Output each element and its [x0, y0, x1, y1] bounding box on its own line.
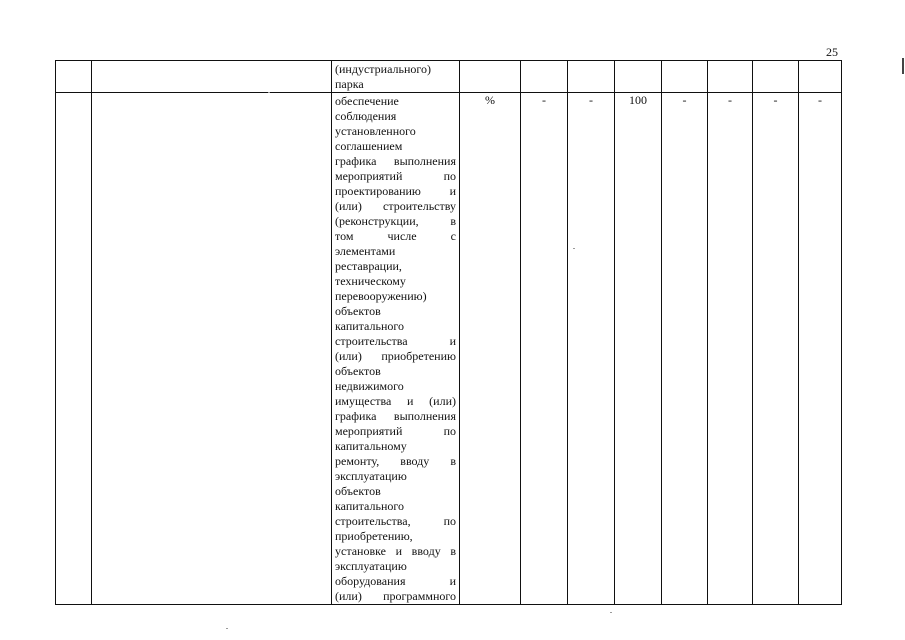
table-row	[56, 93, 842, 605]
description-line: объектов	[335, 484, 381, 498]
description-line: капитального	[335, 319, 404, 333]
indicators-table	[55, 60, 842, 605]
description-line: мероприятий по	[335, 424, 456, 438]
scan-speck	[573, 248, 575, 249]
value-cell	[753, 61, 799, 93]
description-line: эксплуатацию	[335, 469, 407, 483]
description-line: (реконструкции, в	[335, 214, 456, 228]
value-cell	[568, 61, 615, 93]
description-line: обеспечение	[335, 94, 399, 108]
description-line: установленного	[335, 124, 416, 138]
scan-speck	[226, 628, 228, 629]
value-cell: 100	[615, 93, 662, 605]
description-line: строительства и	[335, 334, 456, 348]
description-line: техническому	[335, 274, 406, 288]
scan-speck	[268, 92, 270, 93]
value-cell: -	[568, 93, 615, 605]
value-cell: -	[708, 93, 753, 605]
description-line: установке и вводу в	[335, 544, 456, 558]
description-line: капитальному	[335, 439, 407, 453]
description-line: капитального	[335, 499, 404, 513]
description-line: том числе с	[335, 229, 456, 243]
description-line: (или) строительству	[335, 199, 456, 213]
scan-speck	[610, 612, 612, 613]
description-line: (или) приобретению	[335, 349, 456, 363]
unit-cell: %	[460, 93, 521, 605]
description-line: эксплуатацию	[335, 559, 407, 573]
value-cell	[521, 61, 568, 93]
value-cell: -	[753, 93, 799, 605]
description-line: реставрации,	[335, 259, 402, 273]
description-line: (или) программного	[335, 589, 456, 603]
description-line: объектов	[335, 304, 381, 318]
number-cell	[56, 61, 92, 93]
value-cell	[799, 61, 842, 93]
description-cell	[332, 93, 460, 605]
number-cell	[56, 93, 92, 605]
value-cell	[615, 61, 662, 93]
page-number: 25	[826, 45, 838, 59]
description-line: графика выполнения	[335, 154, 456, 168]
description-line: мероприятий по	[335, 169, 456, 183]
description-line: соглашением	[335, 139, 403, 153]
value-cell	[662, 61, 708, 93]
unit-cell	[460, 61, 521, 93]
scan-edge-mark	[902, 58, 904, 74]
value-cell: -	[662, 93, 708, 605]
table-row	[56, 61, 842, 93]
program-cell	[92, 93, 332, 605]
description-line: проектированию и	[335, 184, 456, 198]
description-line: графика выполнения	[335, 409, 456, 423]
description-line: объектов	[335, 364, 381, 378]
description-line: элементами	[335, 244, 396, 258]
description-line: соблюдения	[335, 109, 397, 123]
description-cell	[332, 61, 460, 93]
description-line: строительства, по	[335, 514, 456, 528]
description-line: ремонту, вводу в	[335, 454, 456, 468]
program-cell	[92, 61, 332, 93]
description-line: перевооружению)	[335, 289, 427, 303]
description-line: оборудования и	[335, 574, 456, 588]
description-line: приобретению,	[335, 529, 413, 543]
description-line: (индустриального)	[335, 62, 432, 76]
description-line: недвижимого	[335, 379, 404, 393]
description-line: имущества и (или)	[335, 394, 456, 408]
value-cell: -	[799, 93, 842, 605]
value-cell: -	[521, 93, 568, 605]
value-cell	[708, 61, 753, 93]
description-line: парка	[335, 77, 364, 91]
